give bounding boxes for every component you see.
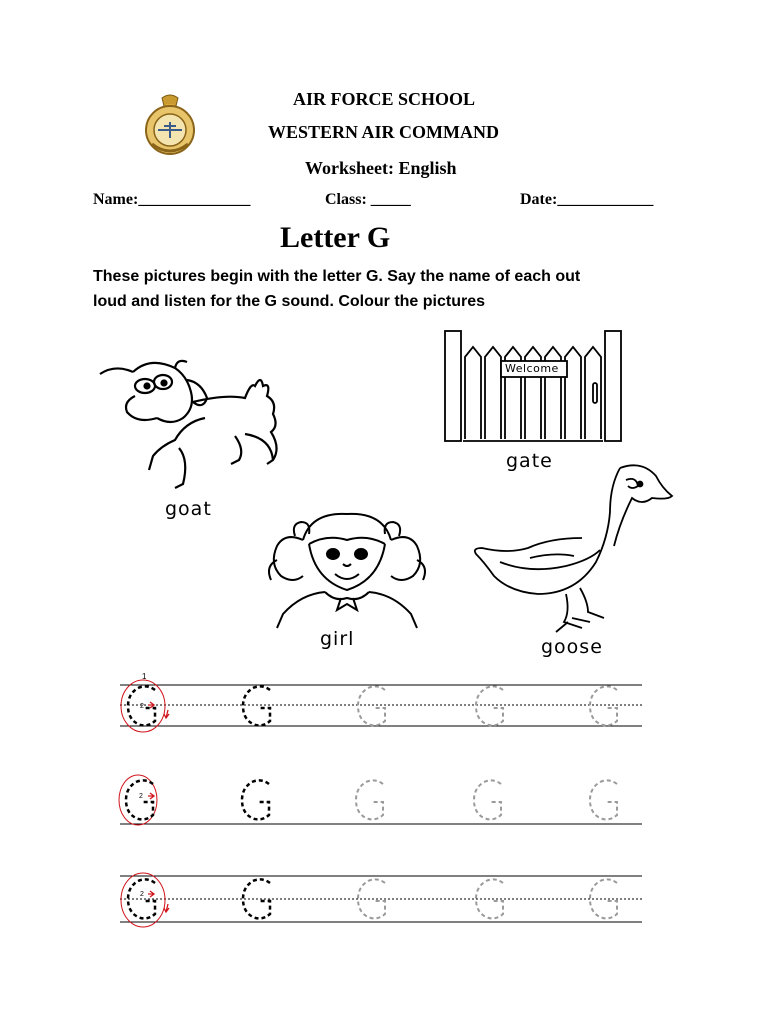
school-emblem [142,92,198,158]
trace-letter-g [356,780,383,819]
worksheet-subject: Worksheet: English [305,158,457,178]
gate-sign-text: Welcome [505,362,559,375]
tracing-worksheet [110,672,650,934]
red-arrow-icon [148,793,154,799]
red-arrow-icon [148,891,154,897]
school-name: AIR FORCE SCHOOL [293,89,476,109]
goose-label: goose [541,636,603,658]
gate-label: gate [506,450,553,472]
trace-letter-g [590,686,617,725]
trace-letter-g [590,780,617,819]
stroke-order-number-2: 2 [140,891,144,898]
goose-picture [470,462,676,634]
trace-letter-g [242,780,269,819]
instruction-line-2: loud and listen for the G sound. Colour the pictures [93,293,486,310]
girl-label: girl [320,628,355,650]
stroke-order-number-1: 1 [142,672,147,681]
goat-label: goat [165,498,212,520]
trace-letter-g [474,780,501,819]
trace-letter-g [358,686,385,725]
goat-picture [95,352,295,492]
stroke-order-number-2: 2 [140,703,144,710]
trace-letter-g [243,686,270,725]
name-field: Name:______________ [93,191,251,208]
tracing-row-1 [120,672,642,732]
trace-letter-g [476,686,503,725]
command-name: WESTERN AIR COMMAND [268,122,500,142]
class-field: Class: _____ [325,191,411,208]
gate-picture [443,329,623,443]
girl-picture [265,510,430,628]
date-field: Date:____________ [520,191,654,208]
instruction-line-1: These pictures begin with the letter G. Say the name of each out [93,268,581,285]
page-title: Letter G [280,221,391,254]
tracing-row-3 [120,873,642,927]
stroke-order-number-2: 2 [139,793,143,800]
tracing-row-2 [119,775,642,825]
